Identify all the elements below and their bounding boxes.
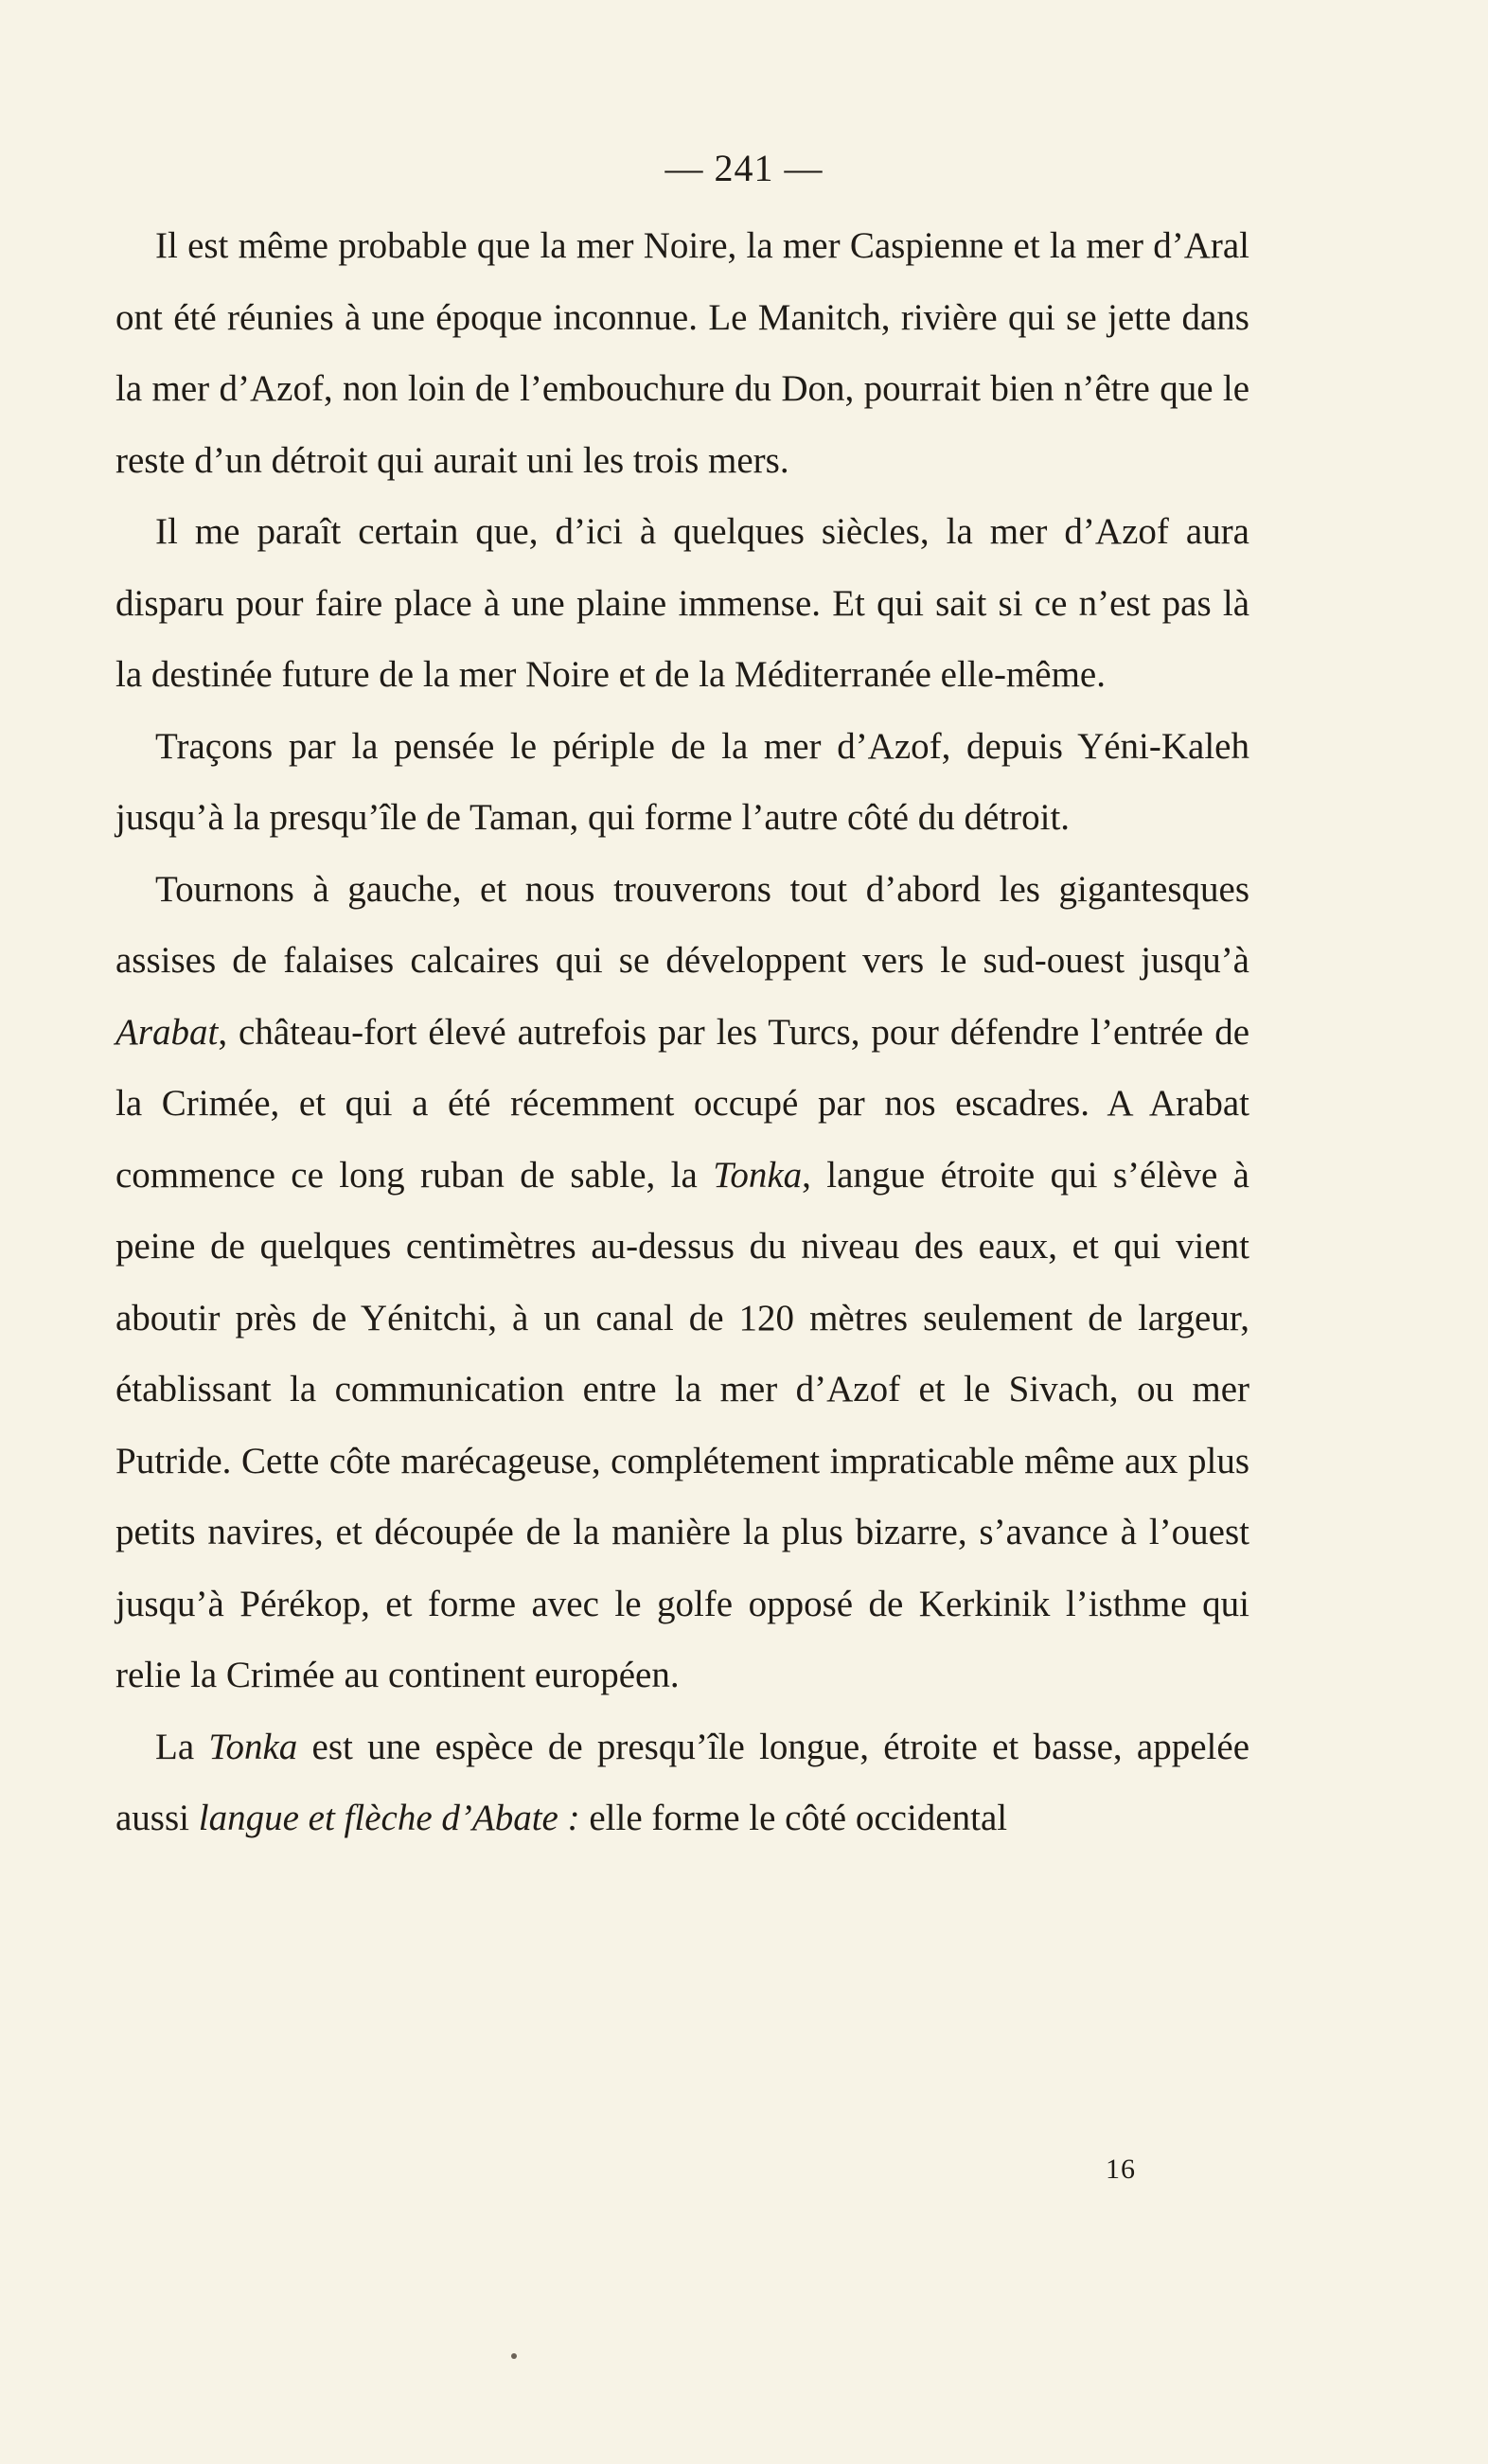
paragraph — [115, 854, 1249, 1711]
paragraph — [115, 496, 1249, 711]
paragraph — [115, 1711, 1249, 1854]
term-italic: langue et flèche d’Abate : — [198, 1798, 580, 1838]
place-name-italic: Tonka — [208, 1726, 298, 1767]
text-run: est une espèce de presqu’île longue, étroite et basse, appelée aussi — [115, 1726, 1249, 1838]
text-run: , langue étroite qui s’élève à peine de quelques centimètres au-dessus du niveau des eaux, et qui vient aboutir près de Yénitchi, à un canal de 120 mètres seulement de largeur, établissant la communication entre la mer d’Azof et le Sivach, ou mer Putride. Cette côte marécageuse, complétement impraticable même aux plus petits navires, et découpée de la manière la plus bizarre, s’avance à l’ouest jusqu’à Pérékop, et forme avec le golfe opposé de Kerkinik l’isthme qui relie la Crimée au continent européen. — [115, 1154, 1249, 1695]
signature-mark: 16 — [1106, 2154, 1136, 2185]
page-number: — 241 — — [664, 147, 824, 189]
text-run: Il me paraît certain que, d’ici à quelques siècles, la mer d’Azof aura disparu pour faire place à une plaine immense. Et qui sait si ce n’est pas là la destinée future de la mer Noire et de la Méditerranée elle-même. — [115, 511, 1249, 695]
place-name-italic: Tonka — [713, 1154, 803, 1196]
body-text — [115, 210, 1249, 1854]
paragraph — [115, 210, 1249, 496]
text-run: Traçons par la pensée le périple de la mer d’Azof, depuis Yéni-Kaleh jusqu’à la presqu’île de Taman, qui forme l’autre côté du détroit. — [115, 725, 1249, 838]
text-run: Tournons à gauche, et nous trouverons tout d’abord les gigantesques assises de falaises calcaires qui se développent vers le sud-ouest jusqu’à — [115, 868, 1249, 981]
text-run: elle forme le côté occidental — [579, 1798, 1008, 1838]
text-run: , château-fort élevé autrefois par les Turcs, pour défendre l’entrée de la Crimée, et qui a été récemment occupé par nos escadres. A Arabat commence ce long ruban de sable, la — [115, 1011, 1249, 1196]
paper-speck — [511, 2353, 517, 2359]
paragraph — [115, 711, 1249, 854]
text-run: Il est même probable que la mer Noire, la mer Caspienne et la mer d’Aral ont été réunies à une époque inconnue. Le Manitch, rivière qui se jette dans la mer d’Azof, non loin de l’embouchure du Don, pourrait bien n’être que le reste d’un détroit qui aurait uni les trois mers. — [115, 225, 1249, 481]
place-name-italic: Arabat — [115, 1011, 219, 1053]
text-run: La — [155, 1726, 209, 1767]
